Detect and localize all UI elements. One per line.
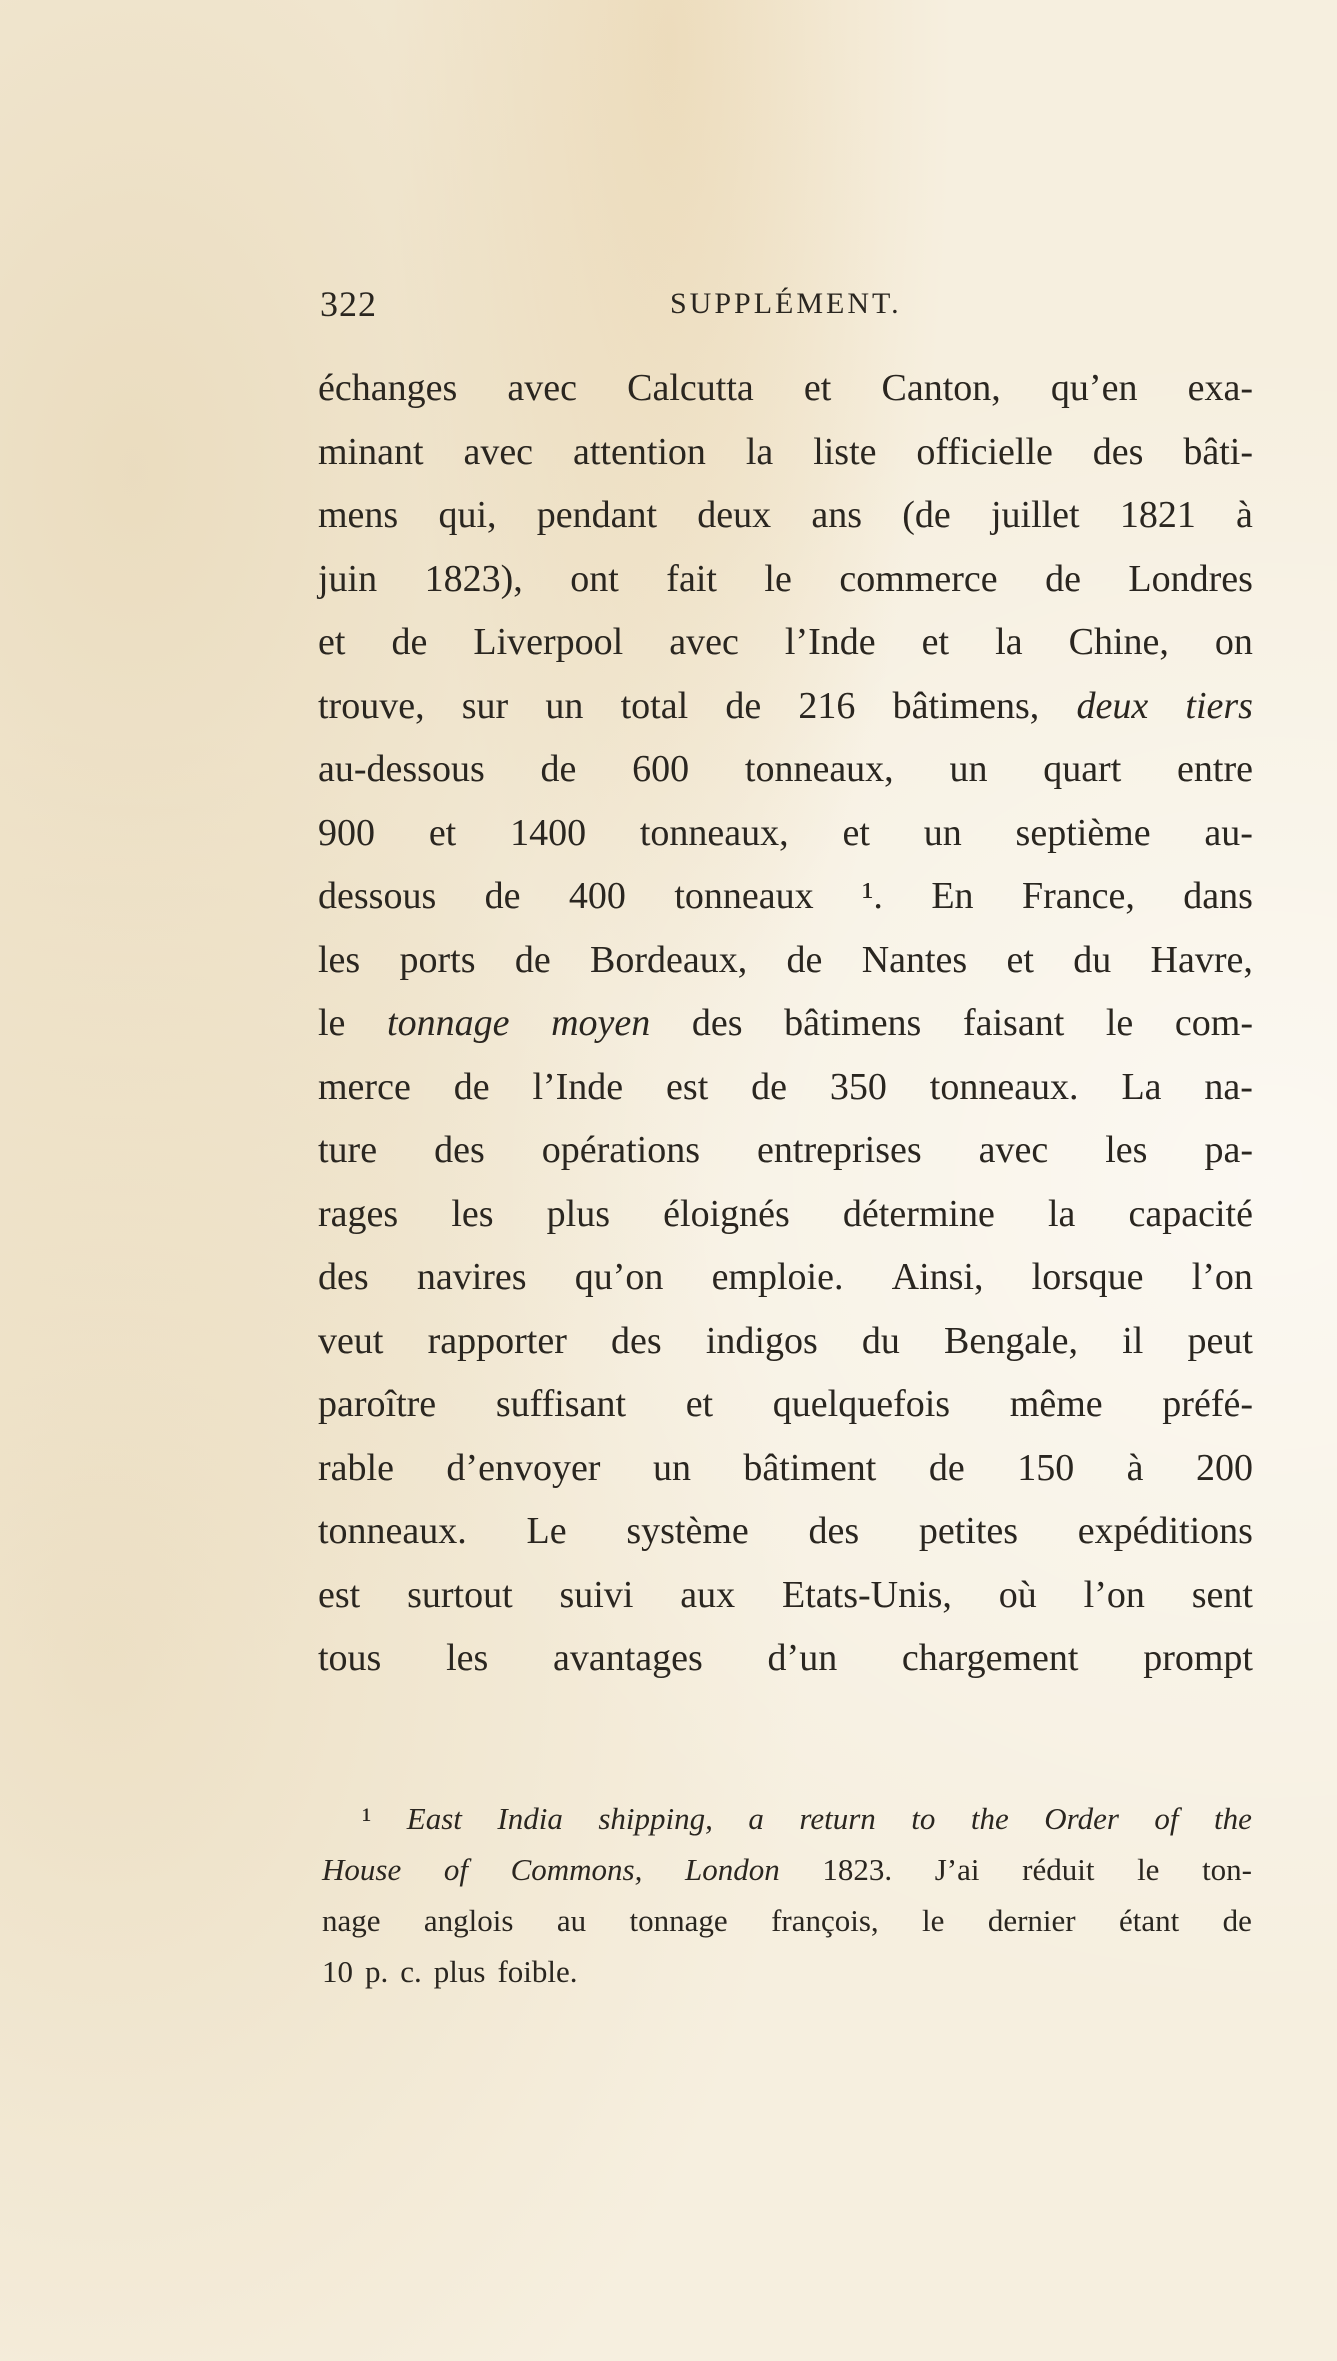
body-line: et de Liverpool avec l’Inde et la Chine, on xyxy=(318,621,1253,663)
body-line: minant avec attention la liste officielle des bâti- xyxy=(318,430,1253,473)
body-line: veut rapporter des indigos du Bengale, il peut xyxy=(318,1319,1253,1362)
body-line: des navires qu’on emploie. Ainsi, lorsque l’on xyxy=(318,1256,1253,1298)
body-line: paroître suffisant et quelquefois même préfé- xyxy=(318,1383,1253,1425)
body-line: au-dessous de 600 tonneaux, un quart entre xyxy=(318,748,1253,790)
body-line: merce de l’Inde est de 350 tonneaux. La na- xyxy=(318,1065,1253,1108)
footnote-line: House of Commons, London 1823. J’ai réduit le ton- xyxy=(322,1852,1252,1887)
page-number: 322 xyxy=(320,284,377,324)
body-line: est surtout suivi aux Etats-Unis, où l’on sent xyxy=(318,1573,1253,1616)
body-line: le tonnage moyen des bâtimens faisant le com- xyxy=(318,1002,1253,1044)
body-line: rages les plus éloignés détermine la capacité xyxy=(318,1192,1253,1235)
body-line: dessous de 400 tonneaux ¹. En France, dans xyxy=(318,875,1253,917)
body-text xyxy=(318,357,1253,1691)
body-line: trouve, sur un total de 216 bâtimens, deux tiers xyxy=(318,684,1253,727)
body-line: rable d’envoyer un bâtiment de 150 à 200 xyxy=(318,1446,1253,1489)
body-line: tous les avantages d’un chargement prompt xyxy=(318,1637,1253,1679)
body-line: 900 et 1400 tonneaux, et un septième au- xyxy=(318,811,1253,854)
body-line: les ports de Bordeaux, de Nantes et du Havre, xyxy=(318,938,1253,981)
body-line: tonneaux. Le système des petites expéditions xyxy=(318,1510,1253,1552)
footnote-line: nage anglois au tonnage françois, le dernier étant de xyxy=(322,1903,1252,1938)
footnotes xyxy=(322,1793,1252,1997)
page-header xyxy=(320,283,1250,333)
footnote-line: ¹ East India shipping, a return to the Order of the xyxy=(362,1801,1252,1836)
body-line: mens qui, pendant deux ans (de juillet 1821 à xyxy=(318,494,1253,536)
body-line: ture des opérations entreprises avec les pa- xyxy=(318,1129,1253,1171)
body-line: juin 1823), ont fait le commerce de Londres xyxy=(318,557,1253,600)
running-head: SUPPLÉMENT. xyxy=(670,287,902,320)
body-line: échanges avec Calcutta et Canton, qu’en exa- xyxy=(318,367,1253,409)
footnote-line: 10 p. c. plus foible. xyxy=(322,1954,578,1989)
